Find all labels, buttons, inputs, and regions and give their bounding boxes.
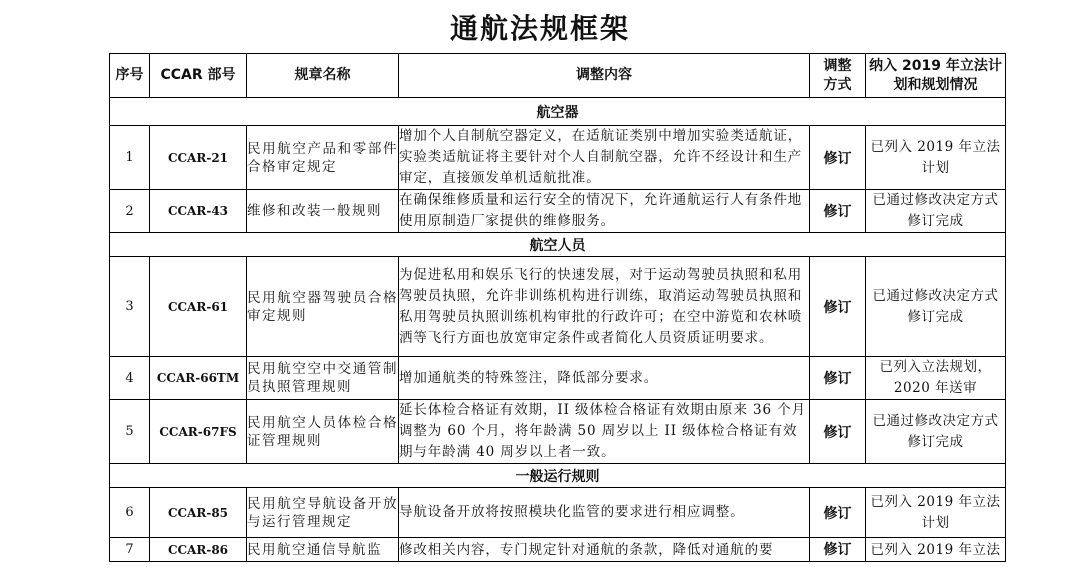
table-row bbox=[110, 257, 1006, 357]
row-name: 民用航空人员体检合格证管理规则 bbox=[247, 400, 399, 464]
section-title: 航空人员 bbox=[110, 233, 1006, 257]
table-row bbox=[110, 357, 1006, 400]
row-content: 增加个人自制航空器定义，在适航证类别中增加实验类适航证，实验类适航证将主要针对个人自制航空器，允许不经设计和生产审定，直接颁发单机适航批准。 bbox=[399, 126, 810, 190]
row-mode: 修订 bbox=[810, 488, 866, 538]
header-no: 序号 bbox=[110, 54, 150, 98]
table-row bbox=[110, 488, 1006, 538]
header-plan-line1: 纳入 2019 年立法计 bbox=[869, 57, 1002, 74]
row-status: 已通过修改决定方式修订完成 bbox=[866, 190, 1006, 233]
row-no: 4 bbox=[110, 357, 150, 400]
row-content: 延长体检合格证有效期，II 级体检合格证有效期由原来 36 个月调整为 60 个月，将年龄满 50 周岁以上 II 级体检合格证有效期与年龄满 40 周岁以上者一致。 bbox=[399, 400, 810, 464]
header-mode bbox=[810, 54, 866, 98]
section-row bbox=[110, 98, 1006, 126]
header-row bbox=[110, 54, 1006, 98]
header-content: 调整内容 bbox=[399, 54, 810, 98]
header-mode-line2: 方式 bbox=[823, 76, 852, 93]
row-status: 已通过修改决定方式修订完成 bbox=[866, 400, 1006, 464]
row-ccar: CCAR-86 bbox=[167, 542, 229, 557]
row-status: 已列入 2019 年立法计划 bbox=[866, 126, 1006, 190]
header-mode-line1: 调整 bbox=[823, 57, 852, 74]
row-mode: 修订 bbox=[810, 190, 866, 233]
row-content: 在确保维修质量和运行安全的情况下，允许通航运行人有条件地使用原制造厂家提供的维修服务。 bbox=[399, 190, 810, 233]
table-row bbox=[110, 190, 1006, 233]
section-title: 一般运行规则 bbox=[110, 464, 1006, 488]
row-status: 已列入 2019 年立法计划 bbox=[866, 488, 1006, 538]
row-no: 3 bbox=[110, 257, 150, 357]
row-mode: 修订 bbox=[810, 257, 866, 357]
section-row bbox=[110, 464, 1006, 488]
row-no: 7 bbox=[125, 541, 134, 557]
row-no: 1 bbox=[110, 126, 150, 190]
row-mode: 修订 bbox=[810, 126, 866, 190]
section-title: 航空器 bbox=[110, 98, 1006, 126]
row-no: 6 bbox=[110, 488, 150, 538]
row-status: 已列入 2019 年立法 bbox=[870, 541, 1001, 558]
page-title: 通航法规框架 bbox=[449, 12, 630, 45]
row-ccar: CCAR-67FS bbox=[150, 400, 247, 464]
row-no: 5 bbox=[110, 400, 150, 464]
row-mode: 修订 bbox=[823, 541, 852, 558]
row-name: 民用航空器驾驶员合格审定规则 bbox=[247, 257, 399, 357]
header-name: 规章名称 bbox=[247, 54, 399, 98]
row-status: 已列入立法规划，2020 年送审 bbox=[866, 357, 1006, 400]
row-ccar: CCAR-43 bbox=[150, 190, 247, 233]
row-content: 为促进私用和娱乐飞行的快速发展，对于运动驾驶员执照和私用驾驶员执照，允许非训练机构进行训练，取消运动驾驶员执照和私用驾驶员执照训练机构审批的行政许可；在空中游览和农林喷洒等飞行方面也放宽审定条件或者简化人员资质证明要求。 bbox=[399, 257, 810, 357]
row-name: 维修和改装一般规则 bbox=[247, 190, 399, 233]
row-no: 2 bbox=[110, 190, 150, 233]
table-row bbox=[110, 400, 1006, 464]
row-mode: 修订 bbox=[810, 400, 866, 464]
row-ccar: CCAR-66TM bbox=[150, 357, 247, 400]
row-mode: 修订 bbox=[810, 357, 866, 400]
header-plan bbox=[866, 54, 1006, 98]
header-ccar: CCAR 部号 bbox=[150, 54, 247, 98]
row-name: 民用航空导航设备开放与运行管理规定 bbox=[247, 488, 399, 538]
row-name: 民用航空通信导航监 bbox=[247, 541, 382, 558]
row-ccar: CCAR-85 bbox=[150, 488, 247, 538]
row-name: 民用航空产品和零部件合格审定规定 bbox=[247, 126, 399, 190]
regulation-table bbox=[109, 53, 1006, 562]
row-ccar: CCAR-21 bbox=[150, 126, 247, 190]
row-status: 已通过修改决定方式修订完成 bbox=[866, 257, 1006, 357]
row-name: 民用航空空中交通管制员执照管理规则 bbox=[247, 357, 399, 400]
row-content: 导航设备开放将按照模块化监管的要求进行相应调整。 bbox=[399, 488, 810, 538]
header-plan-line2: 划和规划情况 bbox=[893, 76, 978, 93]
section-row bbox=[110, 233, 1006, 257]
row-content: 修改相关内容，专门规定针对通航的条款，降低对通航的要 bbox=[399, 541, 774, 558]
row-content: 增加通航类的特殊签注，降低部分要求。 bbox=[399, 357, 810, 400]
table-row bbox=[110, 538, 1006, 562]
table-row bbox=[110, 126, 1006, 190]
row-ccar: CCAR-61 bbox=[150, 257, 247, 357]
